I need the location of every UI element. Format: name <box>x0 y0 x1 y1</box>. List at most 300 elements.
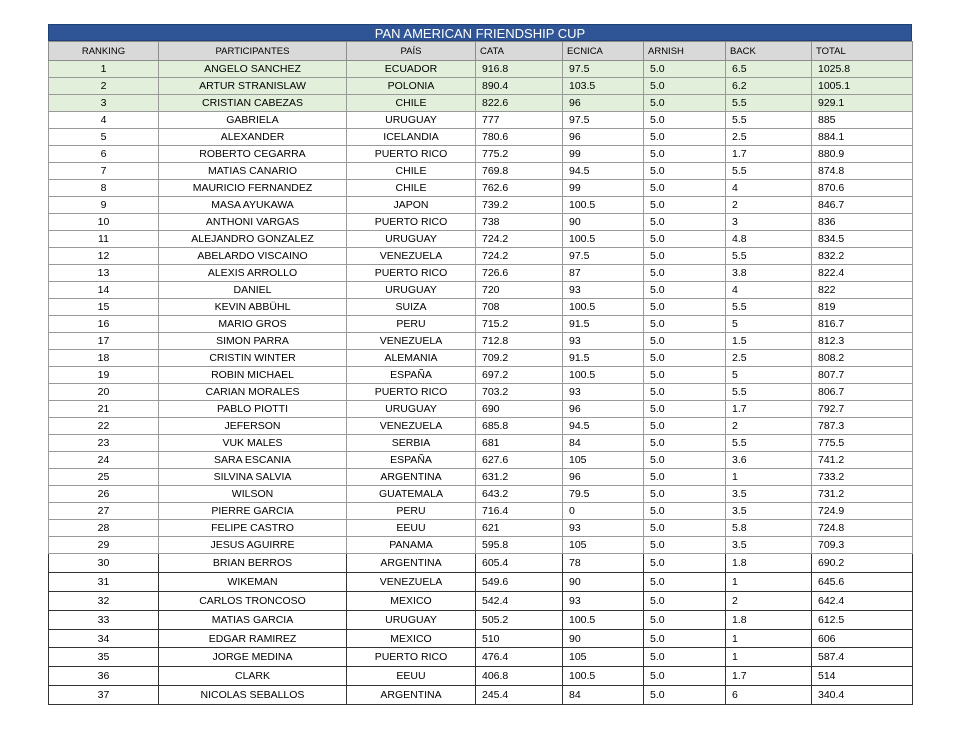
country-cell: PUERTO RICO <box>347 265 476 282</box>
table-row <box>49 452 913 469</box>
cata-cell: 724.2 <box>476 231 563 248</box>
table-row <box>49 350 913 367</box>
total-cell: 645.6 <box>812 572 913 591</box>
table-row <box>49 146 913 163</box>
country-cell: VENEZUELA <box>347 248 476 265</box>
garnish-cell: 5.0 <box>644 452 726 469</box>
garnish-cell: 5.0 <box>644 610 726 629</box>
country-cell: POLONIA <box>347 78 476 95</box>
cata-cell: 890.4 <box>476 78 563 95</box>
total-cell: 822.4 <box>812 265 913 282</box>
back-cell: 1 <box>726 469 812 486</box>
back-cell: 5.5 <box>726 299 812 316</box>
ranking-cell: 21 <box>49 401 159 418</box>
col-header-tecnica: ECNICA <box>563 42 644 61</box>
ranking-cell: 1 <box>49 61 159 78</box>
total-cell: 846.7 <box>812 197 913 214</box>
participant-cell: GABRIELA <box>159 112 347 129</box>
cata-cell: 726.6 <box>476 265 563 282</box>
ranking-cell: 15 <box>49 299 159 316</box>
table-row <box>49 61 913 78</box>
garnish-cell: 5.0 <box>644 648 726 667</box>
garnish-cell: 5.0 <box>644 686 726 705</box>
participant-cell: WILSON <box>159 486 347 503</box>
garnish-cell: 5.0 <box>644 78 726 95</box>
back-cell: 6 <box>726 686 812 705</box>
ranking-cell: 8 <box>49 180 159 197</box>
cata-cell: 777 <box>476 112 563 129</box>
participant-cell: SIMON PARRA <box>159 333 347 350</box>
ranking-cell: 18 <box>49 350 159 367</box>
participant-cell: NICOLAS SEBALLOS <box>159 686 347 705</box>
participant-cell: ABELARDO VISCAINO <box>159 248 347 265</box>
back-cell: 1.7 <box>726 667 812 686</box>
total-cell: 884.1 <box>812 129 913 146</box>
cata-cell: 549.6 <box>476 572 563 591</box>
tecnica-cell: 100.5 <box>563 367 644 384</box>
back-cell: 1.5 <box>726 333 812 350</box>
participant-cell: ALEXANDER <box>159 129 347 146</box>
ranking-cell: 30 <box>49 554 159 573</box>
tecnica-cell: 100.5 <box>563 610 644 629</box>
garnish-cell: 5.0 <box>644 384 726 401</box>
country-cell: PERU <box>347 503 476 520</box>
garnish-cell: 5.0 <box>644 520 726 537</box>
table-row <box>49 231 913 248</box>
table-row <box>49 686 913 705</box>
table-row <box>49 214 913 231</box>
cata-cell: 822.6 <box>476 95 563 112</box>
ranking-cell: 5 <box>49 129 159 146</box>
garnish-cell: 5.0 <box>644 316 726 333</box>
table-row <box>49 384 913 401</box>
country-cell: GUATEMALA <box>347 486 476 503</box>
tecnica-cell: 96 <box>563 95 644 112</box>
col-header-participantes: PARTICIPANTES <box>159 42 347 61</box>
tecnica-cell: 96 <box>563 401 644 418</box>
participant-cell: CARIAN MORALES <box>159 384 347 401</box>
cata-cell: 709.2 <box>476 350 563 367</box>
col-header-pais: PAÍS <box>347 42 476 61</box>
ranking-cell: 6 <box>49 146 159 163</box>
table-row <box>49 197 913 214</box>
cata-cell: 708 <box>476 299 563 316</box>
tecnica-cell: 100.5 <box>563 667 644 686</box>
tecnica-cell: 99 <box>563 146 644 163</box>
total-cell: 724.8 <box>812 520 913 537</box>
back-cell: 5 <box>726 367 812 384</box>
country-cell: PUERTO RICO <box>347 384 476 401</box>
cata-cell: 720 <box>476 282 563 299</box>
table-row <box>49 520 913 537</box>
col-header-total: TOTAL <box>812 42 913 61</box>
country-cell: SUIZA <box>347 299 476 316</box>
tecnica-cell: 93 <box>563 384 644 401</box>
participant-cell: VUK MALES <box>159 435 347 452</box>
participant-cell: ALEJANDRO GONZALEZ <box>159 231 347 248</box>
total-cell: 822 <box>812 282 913 299</box>
garnish-cell: 5.0 <box>644 469 726 486</box>
garnish-cell: 5.0 <box>644 61 726 78</box>
country-cell: ECUADOR <box>347 61 476 78</box>
participant-cell: SILVINA SALVIA <box>159 469 347 486</box>
participant-cell: CARLOS TRONCOSO <box>159 591 347 610</box>
total-cell: 929.1 <box>812 95 913 112</box>
ranking-cell: 12 <box>49 248 159 265</box>
cata-cell: 739.2 <box>476 197 563 214</box>
country-cell: URUGUAY <box>347 112 476 129</box>
back-cell: 6.5 <box>726 61 812 78</box>
back-cell: 2 <box>726 591 812 610</box>
tecnica-cell: 90 <box>563 629 644 648</box>
back-cell: 5 <box>726 316 812 333</box>
total-cell: 741.2 <box>812 452 913 469</box>
country-cell: VENEZUELA <box>347 572 476 591</box>
tecnica-cell: 103.5 <box>563 78 644 95</box>
garnish-cell: 5.0 <box>644 333 726 350</box>
cata-cell: 780.6 <box>476 129 563 146</box>
back-cell: 3.8 <box>726 265 812 282</box>
tecnica-cell: 90 <box>563 572 644 591</box>
back-cell: 3 <box>726 214 812 231</box>
ranking-cell: 19 <box>49 367 159 384</box>
cata-cell: 542.4 <box>476 591 563 610</box>
country-cell: ESPAÑA <box>347 367 476 384</box>
cata-cell: 681 <box>476 435 563 452</box>
country-cell: SERBIA <box>347 435 476 452</box>
ranking-cell: 27 <box>49 503 159 520</box>
ranking-cell: 17 <box>49 333 159 350</box>
participant-cell: ROBERTO CEGARRA <box>159 146 347 163</box>
total-cell: 874.8 <box>812 163 913 180</box>
ranking-cell: 20 <box>49 384 159 401</box>
participant-cell: PABLO PIOTTI <box>159 401 347 418</box>
table-row <box>49 367 913 384</box>
back-cell: 1.8 <box>726 554 812 573</box>
table-row <box>49 265 913 282</box>
total-cell: 812.3 <box>812 333 913 350</box>
country-cell: URUGUAY <box>347 231 476 248</box>
country-cell: ESPAÑA <box>347 452 476 469</box>
ranking-cell: 9 <box>49 197 159 214</box>
cata-cell: 505.2 <box>476 610 563 629</box>
cata-cell: 715.2 <box>476 316 563 333</box>
total-cell: 787.3 <box>812 418 913 435</box>
table-row <box>49 95 913 112</box>
ranking-cell: 32 <box>49 591 159 610</box>
garnish-cell: 5.0 <box>644 591 726 610</box>
garnish-cell: 5.0 <box>644 95 726 112</box>
participant-cell: MATIAS GARCIA <box>159 610 347 629</box>
participant-cell: CRISTIAN CABEZAS <box>159 95 347 112</box>
tecnica-cell: 94.5 <box>563 418 644 435</box>
participant-cell: ANTHONI VARGAS <box>159 214 347 231</box>
cata-cell: 643.2 <box>476 486 563 503</box>
tecnica-cell: 100.5 <box>563 197 644 214</box>
tecnica-cell: 96 <box>563 469 644 486</box>
cata-cell: 406.8 <box>476 667 563 686</box>
total-cell: 880.9 <box>812 146 913 163</box>
ranking-cell: 33 <box>49 610 159 629</box>
back-cell: 5.5 <box>726 95 812 112</box>
participant-cell: ALEXIS ARROLLO <box>159 265 347 282</box>
tecnica-cell: 0 <box>563 503 644 520</box>
total-cell: 807.7 <box>812 367 913 384</box>
table-row <box>49 418 913 435</box>
tecnica-cell: 90 <box>563 214 644 231</box>
total-cell: 819 <box>812 299 913 316</box>
back-cell: 6.2 <box>726 78 812 95</box>
ranking-cell: 35 <box>49 648 159 667</box>
ranking-cell: 25 <box>49 469 159 486</box>
tecnica-cell: 93 <box>563 520 644 537</box>
ranking-cell: 3 <box>49 95 159 112</box>
country-cell: VENEZUELA <box>347 418 476 435</box>
back-cell: 5.5 <box>726 248 812 265</box>
total-cell: 690.2 <box>812 554 913 573</box>
total-cell: 612.5 <box>812 610 913 629</box>
ranking-cell: 34 <box>49 629 159 648</box>
total-cell: 870.6 <box>812 180 913 197</box>
participant-cell: JESUS AGUIRRE <box>159 537 347 554</box>
ranking-cell: 31 <box>49 572 159 591</box>
total-cell: 340.4 <box>812 686 913 705</box>
garnish-cell: 5.0 <box>644 667 726 686</box>
participant-cell: MARIO GROS <box>159 316 347 333</box>
garnish-cell: 5.0 <box>644 418 726 435</box>
total-cell: 587.4 <box>812 648 913 667</box>
garnish-cell: 5.0 <box>644 146 726 163</box>
garnish-cell: 5.0 <box>644 180 726 197</box>
tecnica-cell: 91.5 <box>563 350 644 367</box>
table-row <box>49 180 913 197</box>
total-cell: 709.3 <box>812 537 913 554</box>
tecnica-cell: 100.5 <box>563 299 644 316</box>
back-cell: 4 <box>726 180 812 197</box>
country-cell: ARGENTINA <box>347 469 476 486</box>
participant-cell: MAURICIO FERNANDEZ <box>159 180 347 197</box>
table-row <box>49 299 913 316</box>
country-cell: URUGUAY <box>347 282 476 299</box>
tecnica-cell: 97.5 <box>563 248 644 265</box>
back-cell: 2.5 <box>726 129 812 146</box>
back-cell: 1 <box>726 572 812 591</box>
total-cell: 806.7 <box>812 384 913 401</box>
participant-cell: PIERRE GARCIA <box>159 503 347 520</box>
participant-cell: KEVIN ABBÜHL <box>159 299 347 316</box>
back-cell: 1.7 <box>726 146 812 163</box>
table-row <box>49 78 913 95</box>
participant-cell: MATIAS CANARIO <box>159 163 347 180</box>
table-row <box>49 503 913 520</box>
total-cell: 1005.1 <box>812 78 913 95</box>
country-cell: MEXICO <box>347 629 476 648</box>
country-cell: PUERTO RICO <box>347 214 476 231</box>
country-cell: CHILE <box>347 180 476 197</box>
total-cell: 606 <box>812 629 913 648</box>
ranking-cell: 16 <box>49 316 159 333</box>
garnish-cell: 5.0 <box>644 282 726 299</box>
garnish-cell: 5.0 <box>644 231 726 248</box>
ranking-cell: 4 <box>49 112 159 129</box>
total-cell: 808.2 <box>812 350 913 367</box>
participant-cell: ANGELO SANCHEZ <box>159 61 347 78</box>
tecnica-cell: 87 <box>563 265 644 282</box>
garnish-cell: 5.0 <box>644 629 726 648</box>
ranking-cell: 26 <box>49 486 159 503</box>
participant-cell: EDGAR RAMIREZ <box>159 629 347 648</box>
back-cell: 1.7 <box>726 401 812 418</box>
participant-cell: SARA ESCANIA <box>159 452 347 469</box>
cata-cell: 762.6 <box>476 180 563 197</box>
back-cell: 5.5 <box>726 112 812 129</box>
ranking-cell: 37 <box>49 686 159 705</box>
tecnica-cell: 79.5 <box>563 486 644 503</box>
ranking-cell: 29 <box>49 537 159 554</box>
cata-cell: 605.4 <box>476 554 563 573</box>
table-row <box>49 316 913 333</box>
cata-cell: 769.8 <box>476 163 563 180</box>
ranking-cell: 36 <box>49 667 159 686</box>
country-cell: ALEMANIA <box>347 350 476 367</box>
garnish-cell: 5.0 <box>644 248 726 265</box>
table-row <box>49 163 913 180</box>
garnish-cell: 5.0 <box>644 299 726 316</box>
ranking-cell: 24 <box>49 452 159 469</box>
country-cell: EEUU <box>347 520 476 537</box>
tecnica-cell: 84 <box>563 686 644 705</box>
country-cell: URUGUAY <box>347 401 476 418</box>
garnish-cell: 5.0 <box>644 435 726 452</box>
cata-cell: 476.4 <box>476 648 563 667</box>
table-row <box>49 629 913 648</box>
country-cell: PUERTO RICO <box>347 648 476 667</box>
total-cell: 832.2 <box>812 248 913 265</box>
total-cell: 731.2 <box>812 486 913 503</box>
country-cell: VENEZUELA <box>347 333 476 350</box>
tecnica-cell: 93 <box>563 333 644 350</box>
results-table <box>48 41 913 705</box>
back-cell: 3.5 <box>726 486 812 503</box>
col-header-ranking: RANKING <box>49 42 159 61</box>
table-row <box>49 333 913 350</box>
cata-cell: 703.2 <box>476 384 563 401</box>
participant-cell: JORGE MEDINA <box>159 648 347 667</box>
total-cell: 836 <box>812 214 913 231</box>
country-cell: CHILE <box>347 95 476 112</box>
country-cell: ICELANDIA <box>347 129 476 146</box>
garnish-cell: 5.0 <box>644 486 726 503</box>
garnish-cell: 5.0 <box>644 214 726 231</box>
tecnica-cell: 93 <box>563 282 644 299</box>
ranking-cell: 10 <box>49 214 159 231</box>
tecnica-cell: 100.5 <box>563 231 644 248</box>
back-cell: 5.5 <box>726 163 812 180</box>
tecnica-cell: 93 <box>563 591 644 610</box>
participant-cell: CRISTIN WINTER <box>159 350 347 367</box>
back-cell: 1.8 <box>726 610 812 629</box>
table-row <box>49 401 913 418</box>
table-row <box>49 537 913 554</box>
country-cell: ARGENTINA <box>347 686 476 705</box>
garnish-cell: 5.0 <box>644 401 726 418</box>
cata-cell: 627.6 <box>476 452 563 469</box>
back-cell: 3.5 <box>726 537 812 554</box>
cata-cell: 621 <box>476 520 563 537</box>
back-cell: 2 <box>726 197 812 214</box>
participant-cell: BRIAN BERROS <box>159 554 347 573</box>
tecnica-cell: 97.5 <box>563 112 644 129</box>
tecnica-cell: 84 <box>563 435 644 452</box>
tecnica-cell: 96 <box>563 129 644 146</box>
total-cell: 724.9 <box>812 503 913 520</box>
ranking-cell: 28 <box>49 520 159 537</box>
total-cell: 834.5 <box>812 231 913 248</box>
header-row <box>49 42 913 61</box>
table-row <box>49 610 913 629</box>
table-row <box>49 591 913 610</box>
garnish-cell: 5.0 <box>644 350 726 367</box>
back-cell: 1 <box>726 648 812 667</box>
participant-cell: DANIEL <box>159 282 347 299</box>
tecnica-cell: 99 <box>563 180 644 197</box>
participant-cell: JEFERSON <box>159 418 347 435</box>
table-row <box>49 248 913 265</box>
total-cell: 733.2 <box>812 469 913 486</box>
cata-cell: 716.4 <box>476 503 563 520</box>
ranking-cell: 13 <box>49 265 159 282</box>
cata-cell: 631.2 <box>476 469 563 486</box>
total-cell: 816.7 <box>812 316 913 333</box>
garnish-cell: 5.0 <box>644 197 726 214</box>
country-cell: EEUU <box>347 667 476 686</box>
cata-cell: 775.2 <box>476 146 563 163</box>
participant-cell: MASA AYUKAWA <box>159 197 347 214</box>
garnish-cell: 5.0 <box>644 554 726 573</box>
country-cell: ARGENTINA <box>347 554 476 573</box>
back-cell: 2.5 <box>726 350 812 367</box>
participant-cell: FELIPE CASTRO <box>159 520 347 537</box>
garnish-cell: 5.0 <box>644 537 726 554</box>
back-cell: 5.5 <box>726 384 812 401</box>
table-body <box>49 61 913 705</box>
ranking-cell: 14 <box>49 282 159 299</box>
garnish-cell: 5.0 <box>644 265 726 282</box>
col-header-garnish: ARNISH <box>644 42 726 61</box>
cata-cell: 690 <box>476 401 563 418</box>
garnish-cell: 5.0 <box>644 503 726 520</box>
table-row <box>49 554 913 573</box>
results-sheet <box>48 24 912 705</box>
tecnica-cell: 91.5 <box>563 316 644 333</box>
cata-cell: 724.2 <box>476 248 563 265</box>
participant-cell: ARTUR STRANISLAW <box>159 78 347 95</box>
garnish-cell: 5.0 <box>644 367 726 384</box>
col-header-cata: CATA <box>476 42 563 61</box>
table-row <box>49 469 913 486</box>
cata-cell: 712.8 <box>476 333 563 350</box>
ranking-cell: 11 <box>49 231 159 248</box>
table-row <box>49 112 913 129</box>
total-cell: 642.4 <box>812 591 913 610</box>
table-row <box>49 282 913 299</box>
country-cell: PERU <box>347 316 476 333</box>
col-header-back: BACK <box>726 42 812 61</box>
tecnica-cell: 105 <box>563 648 644 667</box>
garnish-cell: 5.0 <box>644 112 726 129</box>
tecnica-cell: 78 <box>563 554 644 573</box>
table-row <box>49 572 913 591</box>
